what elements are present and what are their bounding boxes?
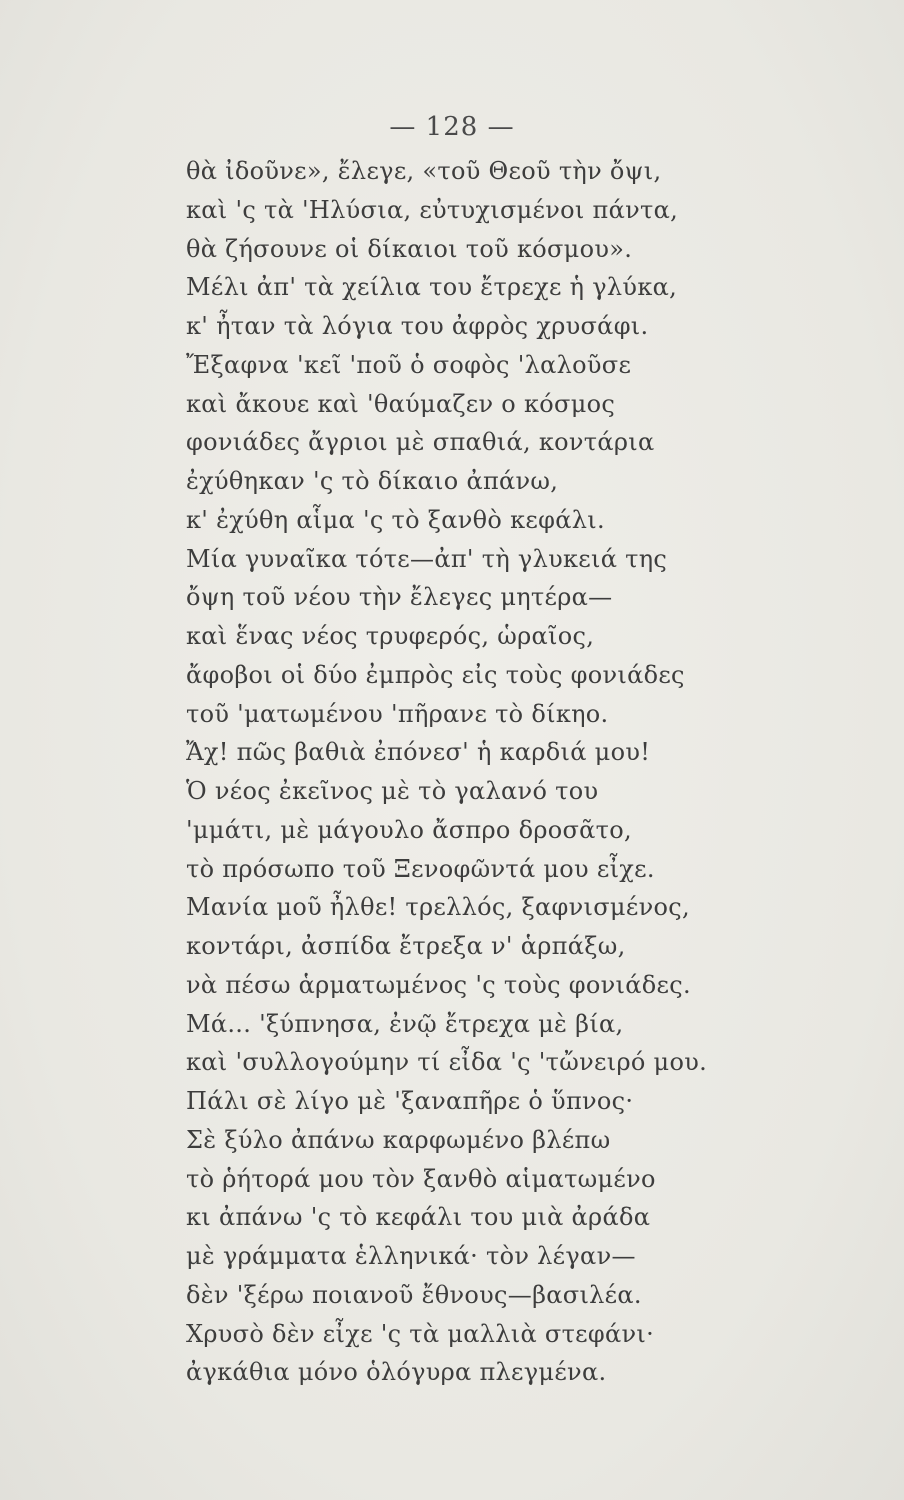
poem-line: θὰ ζήσουνε οἱ δίκαιοι τοῦ κόσμου».	[186, 234, 633, 263]
poem-line: Σὲ ξύλο ἀπάνω καρφωμένο βλέπω	[186, 1125, 611, 1154]
poem-line: νὰ πέσω ἁρματωμένος 'ς τοὺς φονιάδες.	[186, 970, 691, 999]
poem-line: φονιάδες ἄγριοι μὲ σπαθιά, κοντάρια	[186, 428, 655, 457]
poem-line: Ἔξαφνα 'κεῖ 'ποῦ ὁ σοφὸς 'λαλοῦσε	[186, 350, 632, 379]
poem-line: Μία γυναῖκα τότε—ἀπ' τὴ γλυκειά της	[186, 544, 668, 573]
poem-line: Ὁ νέος ἐκεῖνος μὲ τὸ γαλανό του	[186, 777, 599, 805]
poem-line: δὲν 'ξέρω ποιανοῦ ἔθνους—βασιλέα.	[186, 1280, 642, 1309]
poem-line: ἄφοβοι οἱ δύο ἐμπρὸς εἰς τοὺς φονιάδες	[186, 660, 685, 689]
poem-line: ὄψη τοῦ νέου τὴν ἔλεγες μητέρα—	[186, 583, 613, 612]
poem-line: κοντάρι, ἀσπίδα ἔτρεξα ν' ἁρπάξω,	[186, 932, 626, 960]
poem-text	[186, 152, 806, 1392]
poem-line: Μά... 'ξύπνησα, ἐνῷ ἔτρεχα μὲ βία,	[186, 1009, 624, 1038]
poem-line: Μέλι ἀπ' τὰ χείλια του ἔτρεχε ἡ γλύκα,	[186, 273, 678, 302]
poem-line: ἀγκάθια μόνο ὁλόγυρα πλεγμένα.	[186, 1358, 607, 1387]
poem-line: Ἄχ! πῶς βαθιὰ ἐπόνεσ' ἡ καρδιά μου!	[186, 738, 651, 767]
poem-line: τὸ πρόσωπο τοῦ Ξενοφῶντά μου εἶχε.	[186, 854, 655, 883]
poem-line: τοῦ 'ματωμένου 'πῆρανε τὸ δίκηο.	[186, 699, 609, 728]
page-number: — 128 —	[389, 112, 515, 142]
poem-line: καὶ ἕνας νέος τρυφερός, ὡραῖος,	[186, 622, 595, 650]
poem-line: 'μμάτι, μὲ μάγουλο ἄσπρο δροσᾶτο,	[186, 815, 632, 844]
poem-line: καὶ 'συλλογούμην τί εἶδα 'ς 'τὤνειρό μου.	[186, 1048, 708, 1077]
poem-line: κ' ἦταν τὰ λόγια του ἀφρὸς χρυσάφι.	[186, 312, 649, 340]
poem-line: Μανία μοῦ ἦλθε! τρελλός, ξαφνισμένος,	[186, 893, 690, 922]
poem-line: καὶ ἄκουε καὶ 'θαύμαζεν ο κόσμος	[186, 389, 616, 418]
poem-line: ἐχύθηκαν 'ς τὸ δίκαιο ἀπάνω,	[186, 467, 559, 495]
poem-line: τὸ ῥήτορά μου τὸν ξανθὸ αἱματωμένο	[186, 1164, 656, 1193]
poem-line: Πάλι σὲ λίγο μὲ 'ξαναπῆρε ὁ ὕπνος·	[186, 1087, 634, 1115]
poem-line: κι ἀπάνω 'ς τὸ κεφάλι του μιὰ ἀράδα	[186, 1203, 651, 1232]
poem-line: θὰ ἰδοῦνε», ἔλεγε, «τοῦ Θεοῦ τὴν ὄψι,	[186, 157, 662, 185]
poem-line: μὲ γράμματα ἑλληνικά· τὸν λέγαν—	[186, 1242, 636, 1270]
poem-line: Χρυσὸ δὲν εἶχε 'ς τὰ μαλλιὰ στεφάνι·	[186, 1319, 655, 1348]
poem-line: κ' ἐχύθη αἷμα 'ς τὸ ξανθὸ κεφάλι.	[186, 505, 605, 534]
poem-line: καὶ 'ς τὰ 'Ηλύσια, εὐτυχισμένοι πάντα,	[186, 195, 679, 224]
